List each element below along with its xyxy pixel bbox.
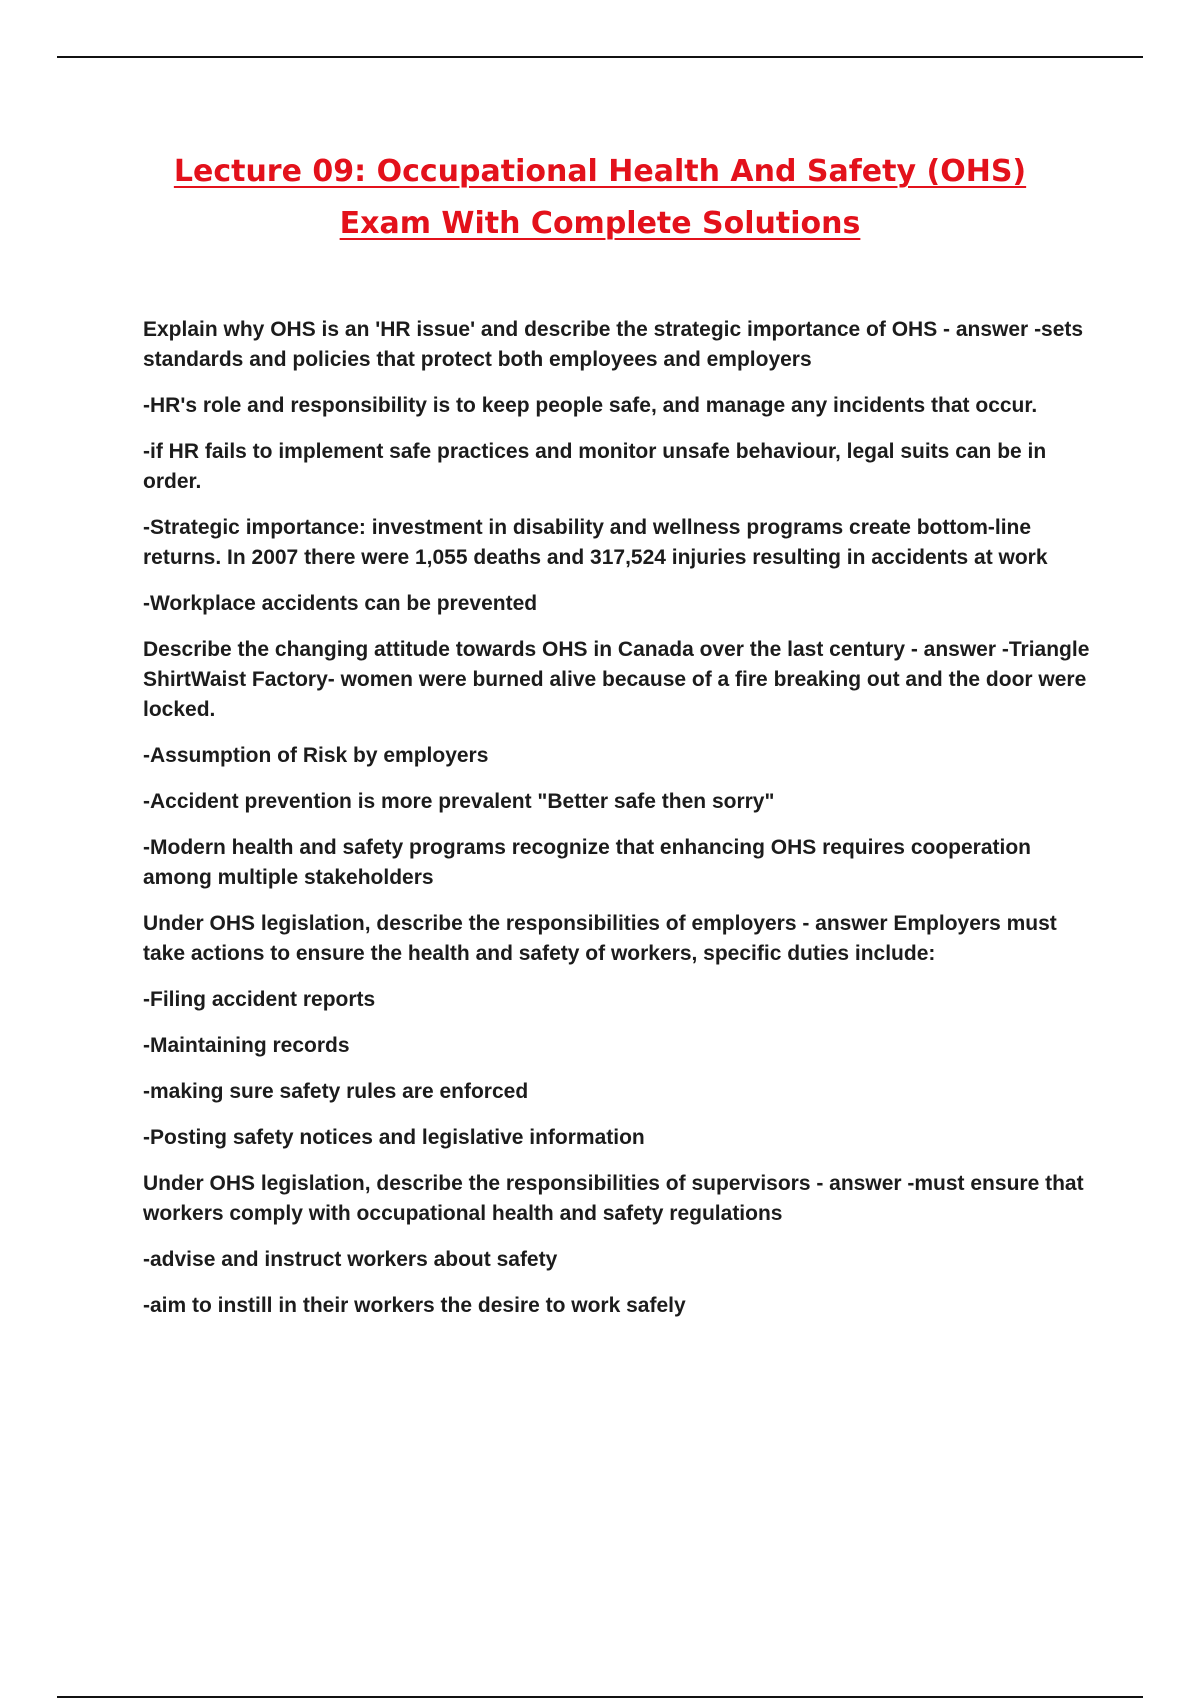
paragraph: -Maintaining records xyxy=(143,1034,350,1057)
top-rule xyxy=(57,56,1143,58)
paragraph: Explain why OHS is an 'HR issue' and describe the strategic importance of OHS - answer -sets standards and policies that protect both employees and employers xyxy=(143,318,1084,371)
title-line-1: Lecture 09: Occupational Health And Safety (OHS) xyxy=(173,154,1027,189)
paragraph: -Workplace accidents can be prevented xyxy=(143,592,538,615)
paragraph: -making sure safety rules are enforced xyxy=(143,1080,529,1103)
paragraph: -HR's role and responsibility is to keep people safe, and manage any incidents that occur. xyxy=(143,394,1038,417)
paragraph: -Modern health and safety programs recognize that enhancing OHS requires cooperation among multiple stakeholders xyxy=(143,836,1031,889)
paragraph: Under OHS legislation, describe the responsibilities of employers - answer Employers must take actions to ensure the health and safety of workers, specific duties include: xyxy=(143,912,1057,965)
page-title xyxy=(0,146,1200,250)
bottom-rule xyxy=(57,1696,1143,1698)
paragraph: -aim to instill in their workers the desire to work safely xyxy=(143,1294,686,1317)
paragraph: -Accident prevention is more prevalent "Better safe then sorry" xyxy=(143,790,775,813)
paragraph: -Strategic importance: investment in disability and wellness programs create bottom-line returns. In 2007 there were 1,055 deaths and 317,524 injuries resulting in accidents at work xyxy=(143,516,1048,569)
paragraph: Describe the changing attitude towards OHS in Canada over the last century - answer -Triangle ShirtWaist Factory- women were burned alive because of a fire breaking out and the door were locked. xyxy=(143,638,1090,721)
paragraph: -Filing accident reports xyxy=(143,988,376,1011)
title-line-2: Exam With Complete Solutions xyxy=(339,206,861,241)
paragraph: -Assumption of Risk by employers xyxy=(143,744,489,767)
paragraph: -if HR fails to implement safe practices and monitor unsafe behaviour, legal suits can be in order. xyxy=(143,440,1047,493)
paragraph: -advise and instruct workers about safety xyxy=(143,1248,558,1271)
paragraph: -Posting safety notices and legislative information xyxy=(143,1126,645,1149)
paragraph: Under OHS legislation, describe the responsibilities of supervisors - answer -must ensure that workers comply with occupational health and safety regulations xyxy=(143,1172,1084,1225)
document-body xyxy=(143,315,1103,1337)
